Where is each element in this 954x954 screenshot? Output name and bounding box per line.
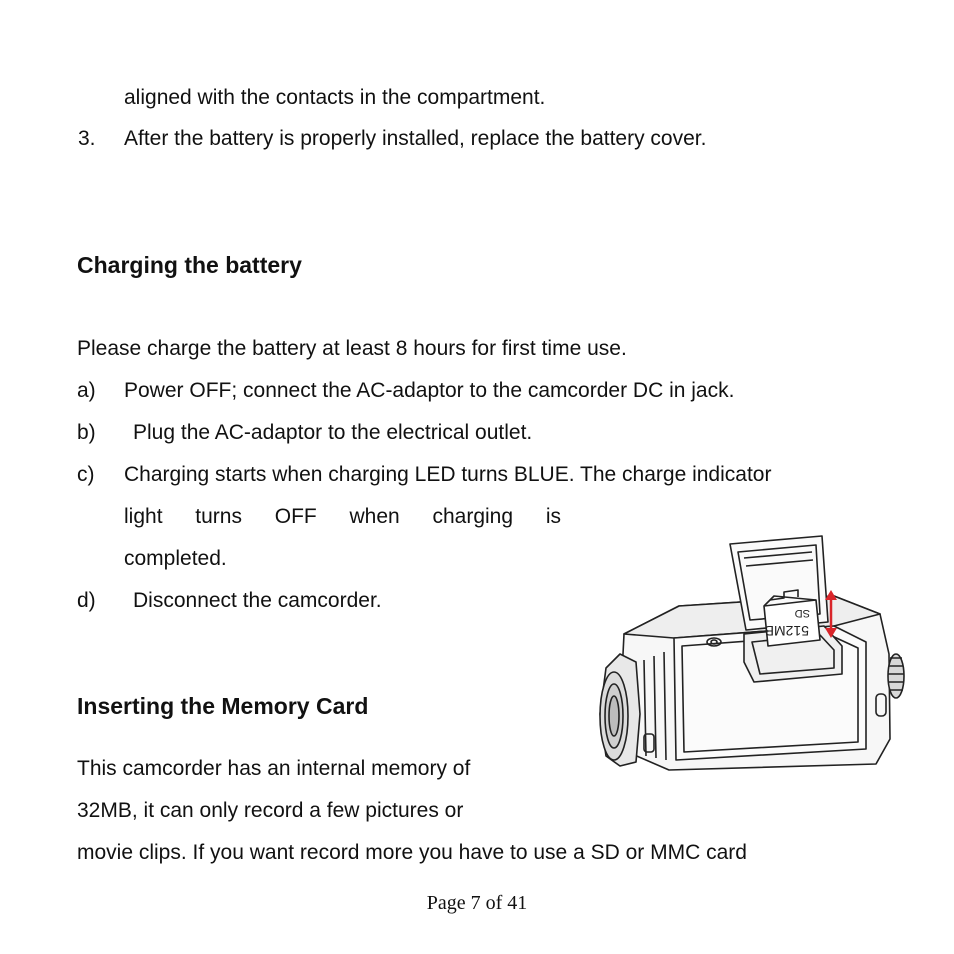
item-c-word: OFF xyxy=(274,505,317,528)
page-footer: Page 7 of 41 xyxy=(426,892,528,914)
item-c-word: turns xyxy=(195,505,242,528)
item-c-marker: c) xyxy=(77,463,95,486)
item-c-line-3: completed. xyxy=(124,547,227,570)
item-c-word: light xyxy=(124,505,163,528)
memory-line-3: movie clips. If you want record more you have to use a SD or MMC card xyxy=(77,841,747,864)
memory-line-2: 32MB, it can only record a few pictures or xyxy=(77,799,464,822)
item-c-line-1: Charging starts when charging LED turns BLUE. The charge indicator xyxy=(124,463,772,486)
card-label-sd: SD xyxy=(794,607,810,619)
item-c-line-2 xyxy=(124,504,561,530)
step-3-text: After the battery is properly installed, replace the battery cover. xyxy=(124,127,707,150)
continuation-line: aligned with the contacts in the compartment. xyxy=(124,86,546,109)
item-c-word: is xyxy=(545,505,561,528)
memory-heading: Inserting the Memory Card xyxy=(77,693,369,719)
memory-line-1: This camcorder has an internal memory of xyxy=(77,757,471,780)
item-d-marker: d) xyxy=(77,589,96,612)
camcorder-memory-card-illustration xyxy=(584,534,914,794)
item-a-marker: a) xyxy=(77,379,96,402)
charging-heading: Charging the battery xyxy=(77,252,302,278)
card-label-size: 512MB xyxy=(764,623,809,639)
item-a-text: Power OFF; connect the AC-adaptor to the camcorder DC in jack. xyxy=(124,379,735,402)
item-c-word: charging xyxy=(432,505,514,528)
item-b-marker: b) xyxy=(77,421,96,444)
item-c-word: when xyxy=(349,505,400,528)
step-3-marker: 3. xyxy=(78,127,96,150)
charging-intro: Please charge the battery at least 8 hours for first time use. xyxy=(77,337,627,360)
item-d-text: Disconnect the camcorder. xyxy=(133,589,382,612)
item-b-text: Plug the AC-adaptor to the electrical outlet. xyxy=(133,421,533,444)
